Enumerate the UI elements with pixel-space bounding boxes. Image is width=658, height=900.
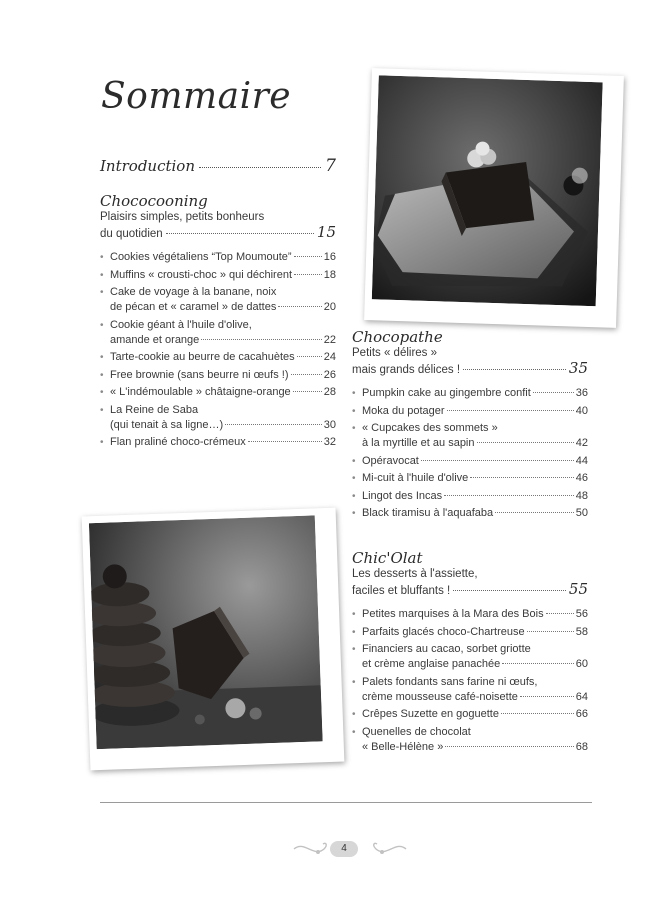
recipe-item[interactable]: • Lingot des Incas 48 bbox=[352, 489, 588, 504]
recipe-item[interactable]: • Flan praliné choco-crémeux 32 bbox=[100, 435, 336, 450]
toc-intro-entry[interactable] bbox=[100, 156, 336, 176]
cake-photo-frame bbox=[364, 68, 624, 328]
cake-slice-photo bbox=[372, 75, 603, 306]
recipe-item[interactable]: • Free brownie (sans beurre ni œufs !) 26 bbox=[100, 368, 336, 383]
recipe-item[interactable]: • Opéravocat 44 bbox=[352, 454, 588, 469]
cookies-photo-frame bbox=[82, 508, 345, 771]
section-subtitle-last: faciles et bluffants ! bbox=[352, 585, 451, 597]
dot-leader bbox=[463, 369, 566, 370]
recipe-item[interactable]: • « L'indémoulable » châtaigne-orange 28 bbox=[100, 385, 336, 400]
recipe-item[interactable]: • Moka du potager 40 bbox=[352, 404, 588, 419]
toc-section-chicolat bbox=[352, 549, 588, 755]
page-number: 4 bbox=[330, 841, 358, 857]
section-subtitle-entry[interactable] bbox=[352, 582, 588, 599]
recipe-item[interactable]: • Quenelles de chocolat « Belle-Hélène » 68 bbox=[352, 725, 588, 755]
dot-leader bbox=[199, 167, 321, 168]
recipe-item[interactable]: • Cookie géant à l'huile d'olive, amande et orange 22 bbox=[100, 318, 336, 348]
recipe-item[interactable]: • Tarte-cookie au beurre de cacahuètes 24 bbox=[100, 350, 336, 365]
recipe-item[interactable]: • « Cupcakes des sommets » à la myrtille et au sapin 42 bbox=[352, 421, 588, 451]
toc-right-column bbox=[352, 328, 588, 757]
dot-leader bbox=[453, 590, 566, 591]
recipe-item[interactable]: • Mi-cuit à l'huile d'olive 46 bbox=[352, 471, 588, 486]
recipe-item[interactable]: • Cake de voyage à la banane, noix de pécan et « caramel » de dattes 20 bbox=[100, 285, 336, 315]
footer-divider bbox=[100, 802, 592, 803]
recipe-item[interactable]: • Crêpes Suzette en goguette 66 bbox=[352, 707, 588, 722]
section-subtitle-last: mais grands délices ! bbox=[352, 364, 461, 376]
section-page: 15 bbox=[316, 223, 336, 241]
recipe-list bbox=[100, 250, 336, 450]
section-subtitle: Les desserts à l'assiette, bbox=[352, 568, 478, 580]
recipe-item[interactable]: • Pumpkin cake au gingembre confit 36 bbox=[352, 386, 588, 401]
recipe-list bbox=[352, 607, 588, 755]
section-title: Chococooning bbox=[100, 192, 208, 210]
cookies-stack-photo bbox=[89, 515, 323, 749]
toc-left-column bbox=[100, 156, 336, 453]
recipe-item[interactable]: • Palets fondants sans farine ni œufs, crème mousseuse café-noisette 64 bbox=[352, 675, 588, 705]
toc-section-chocopathe bbox=[352, 328, 588, 521]
recipe-item[interactable]: • Financiers au cacao, sorbet griotte et crème anglaise panachée 60 bbox=[352, 642, 588, 672]
section-page: 55 bbox=[568, 580, 588, 598]
recipe-item[interactable]: • Black tiramisu à l'aquafaba 50 bbox=[352, 506, 588, 521]
section-subtitle: Petits « délires » bbox=[352, 347, 438, 359]
section-title: Chic'Olat bbox=[352, 549, 423, 567]
recipe-item[interactable]: • Parfaits glacés choco-Chartreuse 58 bbox=[352, 625, 588, 640]
recipe-list bbox=[352, 386, 588, 521]
intro-page: 7 bbox=[325, 156, 336, 176]
page-title: Sommaire bbox=[101, 76, 292, 117]
section-subtitle-entry[interactable] bbox=[100, 225, 336, 242]
toc-section-chococooning bbox=[100, 192, 336, 450]
section-subtitle: Plaisirs simples, petits bonheurs bbox=[100, 211, 265, 223]
recipe-item[interactable]: • Petites marquises à la Mara des Bois 56 bbox=[352, 607, 588, 622]
section-page: 35 bbox=[568, 359, 588, 377]
recipe-item[interactable]: • Cookies végétaliens “Top Moumoute” 16 bbox=[100, 250, 336, 265]
dot-leader bbox=[166, 233, 314, 234]
section-subtitle-last: du quotidien bbox=[100, 228, 163, 240]
intro-label: Introduction bbox=[100, 157, 195, 175]
recipe-item[interactable]: • La Reine de Saba (qui tenait à sa ligne…) 30 bbox=[100, 403, 336, 433]
section-subtitle-entry[interactable] bbox=[352, 361, 588, 378]
recipe-item[interactable]: • Muffins « crousti-choc » qui déchirent 18 bbox=[100, 268, 336, 283]
section-title: Chocopathe bbox=[352, 328, 443, 346]
